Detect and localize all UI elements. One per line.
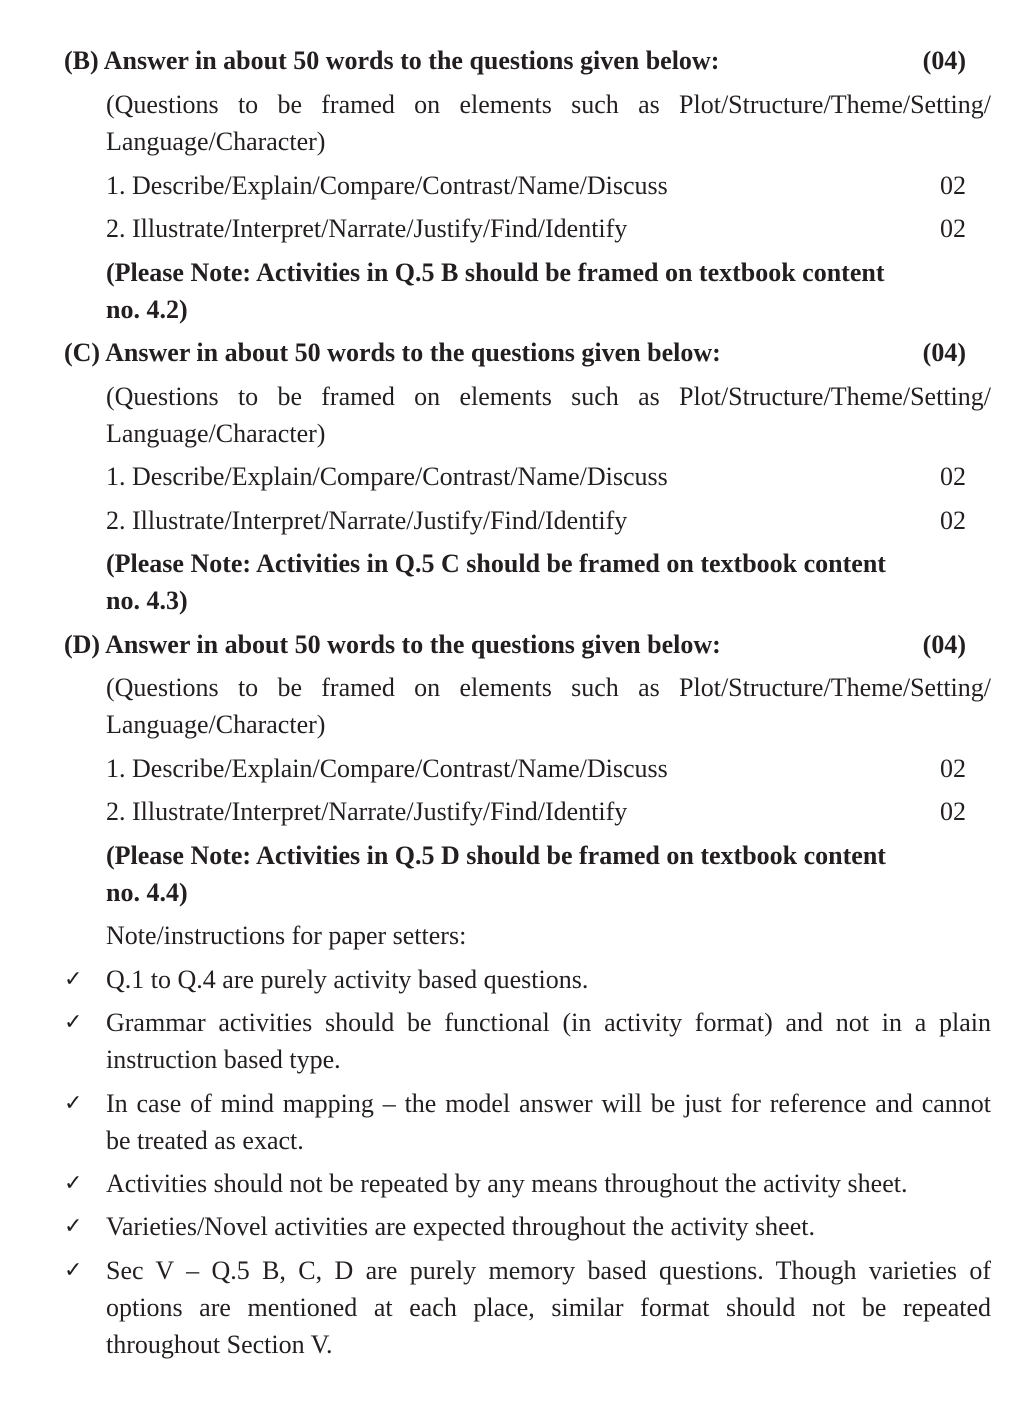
section-d-note-line1: (Please Note: Activities in Q.5 D should be framed on textbook content	[106, 841, 886, 870]
section-c-label: (C) Answer in about 50 words to the questions given below:	[64, 338, 721, 367]
instructions-heading: Note/instructions for paper setters:	[106, 921, 467, 950]
instruction-item-3-line2: be treated as exact.	[106, 1126, 304, 1155]
instruction-item-6-line3: throughout Section V.	[106, 1330, 333, 1359]
instruction-item-1-line1: Q.1 to Q.4 are purely activity based questions.	[106, 965, 589, 994]
check-icon: ✓	[64, 967, 83, 992]
section-b-item-1-text: 1. Describe/Explain/Compare/Contrast/Name/Discuss	[106, 171, 668, 200]
section-c-item-2-marks: 02	[940, 506, 966, 535]
section-c-item-1-marks: 02	[940, 462, 966, 491]
instruction-item-2-line2: instruction based type.	[106, 1045, 341, 1074]
section-c-note-line1: (Please Note: Activities in Q.5 C should be framed on textbook content	[106, 549, 886, 578]
section-b-frame-line1: (Questions to be framed on elements such as Plot/Structure/Theme/Setting/	[106, 90, 991, 119]
section-d-note-line2: no. 4.4)	[106, 878, 188, 907]
section-b-note-line1: (Please Note: Activities in Q.5 B should be framed on textbook content	[106, 258, 885, 287]
check-icon: ✓	[64, 1214, 83, 1239]
check-icon: ✓	[64, 1091, 83, 1116]
section-c-marks: (04)	[922, 338, 966, 367]
section-b-item-2-marks: 02	[940, 214, 966, 243]
section-d-label: (D) Answer in about 50 words to the questions given below:	[64, 630, 721, 659]
section-b-item-1-marks: 02	[940, 171, 966, 200]
section-d-item-2-text: 2. Illustrate/Interpret/Narrate/Justify/Find/Identify	[106, 797, 628, 826]
check-icon: ✓	[64, 1258, 83, 1283]
instruction-item-4-line1: Activities should not be repeated by any means throughout the activity sheet.	[106, 1169, 908, 1198]
section-d-frame-line1: (Questions to be framed on elements such as Plot/Structure/Theme/Setting/	[106, 673, 991, 702]
section-b-marks: (04)	[922, 46, 966, 75]
section-c-item-1-text: 1. Describe/Explain/Compare/Contrast/Name/Discuss	[106, 462, 668, 491]
section-d-item-1-text: 1. Describe/Explain/Compare/Contrast/Name/Discuss	[106, 754, 668, 783]
section-d-marks: (04)	[922, 630, 966, 659]
section-b-item-2-text: 2. Illustrate/Interpret/Narrate/Justify/Find/Identify	[106, 214, 628, 243]
instruction-item-3-line1: In case of mind mapping – the model answer will be just for reference and cannot	[106, 1089, 991, 1118]
instruction-item-2-line1: Grammar activities should be functional (in activity format) and not in a plain	[106, 1008, 991, 1037]
section-c-item-2-text: 2. Illustrate/Interpret/Narrate/Justify/Find/Identify	[106, 506, 628, 535]
instruction-item-6-line1: Sec V – Q.5 B, C, D are purely memory based questions. Though varieties of	[106, 1256, 991, 1285]
check-icon: ✓	[64, 1010, 83, 1035]
instruction-item-5-line1: Varieties/Novel activities are expected throughout the activity sheet.	[106, 1212, 815, 1241]
section-b-note-line2: no. 4.2)	[106, 295, 188, 324]
check-icon: ✓	[64, 1171, 83, 1196]
section-d-item-2-marks: 02	[940, 797, 966, 826]
section-d-item-1-marks: 02	[940, 754, 966, 783]
section-b-frame-line2: Language/Character)	[106, 127, 326, 156]
section-c-frame-line1: (Questions to be framed on elements such as Plot/Structure/Theme/Setting/	[106, 382, 991, 411]
instruction-item-6-line2: options are mentioned at each place, similar format should not be repeated	[106, 1293, 991, 1322]
section-c-note-line2: no. 4.3)	[106, 586, 188, 615]
section-c-frame-line2: Language/Character)	[106, 419, 326, 448]
section-d-frame-line2: Language/Character)	[106, 710, 326, 739]
section-b-label: (B) Answer in about 50 words to the questions given below:	[64, 46, 720, 75]
